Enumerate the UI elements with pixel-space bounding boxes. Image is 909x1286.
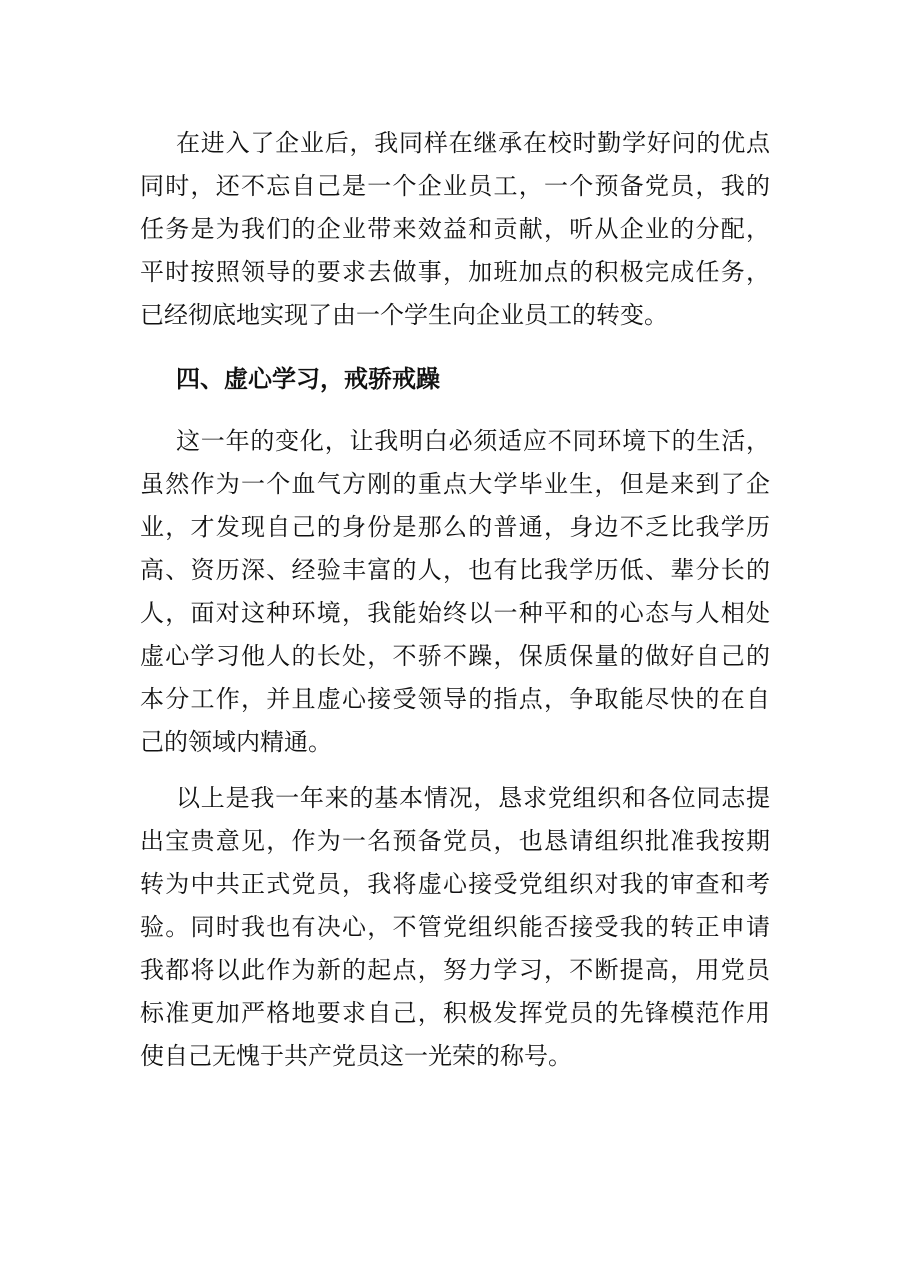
text-line: 本分工作，并且虚心接受领导的指点，争取能尽快的在自 xyxy=(140,685,770,713)
text-line: 同时，还不忘自己是一个企业员工，一个预备党员，我的 xyxy=(140,172,770,200)
text-line: 任务是为我们的企业带来效益和贡献，听从企业的分配， xyxy=(140,215,770,243)
text-line: 业，才发现自己的身份是那么的普通，身边不乏比我学历 xyxy=(140,513,770,541)
text-line: 我都将以此作为新的起点，努力学习，不断提高，用党员 xyxy=(140,956,770,984)
text-line: 高、资历深、经验丰富的人，也有比我学历低、辈分长的 xyxy=(140,556,770,584)
spacer xyxy=(140,337,770,357)
text-line: 以上是我一年来的基本情况，恳求党组织和各位同志提 xyxy=(176,784,770,812)
section-heading: 四、虚心学习，戒骄戒躁 xyxy=(176,364,440,393)
text-line: 人，面对这种环境，我能始终以一种平和的心态与人相处 xyxy=(140,599,770,627)
text-line: 验。同时我也有决心，不管党组织能否接受我的转正申请 xyxy=(140,913,770,941)
paragraph-enterprise-transition xyxy=(140,122,770,337)
text-line: 标准更加严格地要求自己，积极发挥党员的先锋模范作用 xyxy=(140,999,770,1027)
document-body xyxy=(140,122,770,1078)
text-line: 使自己无愧于共产党员这一光荣的称号。 xyxy=(140,1042,572,1070)
text-line: 己的领域内精通。 xyxy=(140,728,332,756)
text-line: 虚心学习他人的长处，不骄不躁，保质保量的做好自己的 xyxy=(140,642,770,670)
text-line: 这一年的变化，让我明白必须适应不同环境下的生活， xyxy=(176,427,770,455)
text-line: 虽然作为一个血气方刚的重点大学毕业生，但是来到了企 xyxy=(140,470,770,498)
text-line: 出宝贵意见，作为一名预备党员，也恳请组织批准我按期 xyxy=(140,827,770,855)
spacer xyxy=(140,764,770,777)
text-line: 转为中共正式党员，我将虚心接受党组织对我的审查和考 xyxy=(140,870,770,898)
text-line: 平时按照领导的要求去做事，加班加点的积极完成任务， xyxy=(140,258,770,286)
paragraph-conclusion xyxy=(140,777,770,1078)
spacer xyxy=(140,400,770,420)
paragraph-humble-learning xyxy=(140,420,770,764)
text-line: 已经彻底地实现了由一个学生向企业员工的转变。 xyxy=(140,301,668,329)
text-line: 在进入了企业后，我同样在继承在校时勤学好问的优点 xyxy=(176,129,770,157)
